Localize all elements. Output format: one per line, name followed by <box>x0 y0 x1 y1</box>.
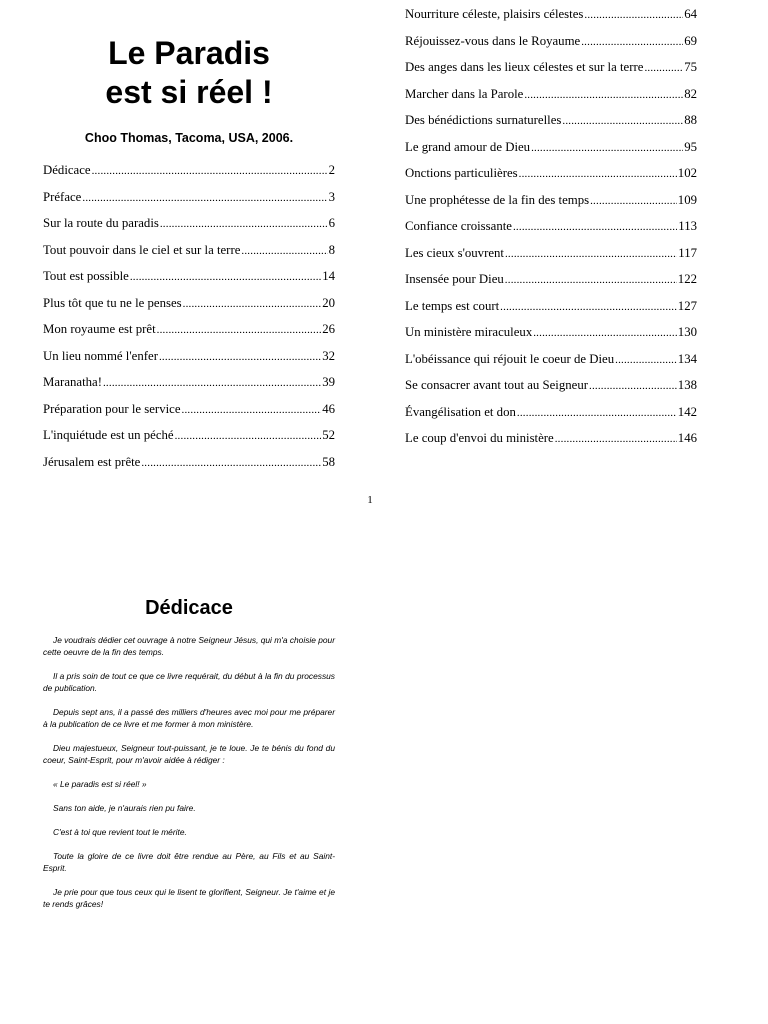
toc-entry[interactable] <box>43 296 335 323</box>
toc-entry-title: Des bénédictions surnaturelles <box>405 113 562 127</box>
toc-entry-title: L'inquiétude est un péché <box>43 428 174 442</box>
toc-leader-dots <box>241 243 327 258</box>
toc-entry[interactable] <box>43 243 335 270</box>
table-of-contents-left <box>43 163 335 481</box>
dedication-paragraph: Dieu majestueux, Seigneur tout-puissant, je te loue. Je te bénis du fond du coeur, Saint-Esprit, pour m'avoir aidée à rédiger : <box>43 743 335 765</box>
toc-entry-page: 39 <box>322 375 335 389</box>
dedication-body <box>43 634 335 922</box>
toc-entry[interactable] <box>43 163 335 190</box>
dedication-paragraph: « Le paradis est si réel! » <box>53 779 147 789</box>
toc-entry-page: 82 <box>684 86 697 101</box>
toc-entry-page: 130 <box>677 325 697 339</box>
toc-entry[interactable] <box>405 299 697 326</box>
toc-entry-title: Un ministère miraculeux <box>405 325 533 339</box>
toc-entry[interactable] <box>405 219 697 246</box>
toc-entry[interactable] <box>43 455 335 482</box>
table-of-contents-right <box>405 7 697 458</box>
book-title-line-1: Le Paradis <box>108 35 270 71</box>
toc-leader-dots <box>555 431 677 446</box>
toc-entry-page: 69 <box>684 33 697 48</box>
toc-entry-title: Sur la route du paradis <box>43 216 159 230</box>
toc-entry-page: 127 <box>677 298 697 313</box>
toc-entry[interactable] <box>43 190 335 217</box>
toc-leader-dots <box>82 190 327 205</box>
toc-entry-title: L'obéissance qui réjouit le coeur de Dieu <box>405 351 615 366</box>
toc-entry-page: 122 <box>677 272 697 286</box>
toc-entry-page: 113 <box>678 219 697 233</box>
toc-entry[interactable] <box>43 402 335 429</box>
toc-leader-dots <box>182 402 322 417</box>
dedication-paragraph: Sans ton aide, je n'aurais rien pu faire. <box>53 803 196 813</box>
toc-entry-title: Insensée pour Dieu <box>405 272 504 286</box>
toc-leader-dots <box>160 216 328 231</box>
toc-entry[interactable] <box>405 246 697 273</box>
toc-entry[interactable] <box>405 352 697 379</box>
toc-entry-title: Évangélisation et don <box>405 404 516 419</box>
toc-leader-dots <box>130 269 321 284</box>
toc-leader-dots <box>524 87 683 102</box>
toc-entry-page: 88 <box>684 113 697 127</box>
toc-entry-title: Un lieu nommé l'enfer <box>43 348 158 363</box>
toc-entry[interactable] <box>405 378 697 405</box>
toc-leader-dots <box>141 455 321 470</box>
toc-entry-page: 20 <box>322 295 335 310</box>
toc-leader-dots <box>581 34 683 49</box>
toc-leader-dots <box>92 163 328 178</box>
toc-leader-dots <box>584 7 683 22</box>
toc-entry-title: Réjouissez-vous dans le Royaume <box>405 33 581 48</box>
toc-entry-page: 134 <box>677 351 697 366</box>
toc-entry-page: 109 <box>677 192 697 207</box>
toc-entry-page: 32 <box>322 348 335 363</box>
dedication-paragraph: C'est à toi que revient tout le mérite. <box>53 827 187 837</box>
toc-leader-dots <box>159 349 321 364</box>
dedication-paragraph: Depuis sept ans, il a passé des milliers d'heures avec moi pour me préparer à la publication de ce livre et me former à mon ministère. <box>43 707 335 729</box>
toc-entry-title: Dédicace <box>43 163 91 177</box>
toc-entry-page: 3 <box>328 189 335 204</box>
toc-entry-page: 117 <box>678 245 697 260</box>
toc-leader-dots <box>513 219 677 234</box>
toc-entry-title: Tout pouvoir dans le ciel et sur la terre <box>43 242 241 257</box>
toc-entry[interactable] <box>43 269 335 296</box>
dedication-heading: Dédicace <box>145 597 233 619</box>
toc-entry-title: Maranatha! <box>43 375 102 389</box>
toc-entry[interactable] <box>405 140 697 167</box>
toc-entry-title: Des anges dans les lieux célestes et sur la terre <box>405 60 644 74</box>
toc-entry-title: Une prophétesse de la fin des temps <box>405 192 590 207</box>
toc-leader-dots <box>500 299 677 314</box>
toc-entry-page: 95 <box>684 139 697 154</box>
toc-entry-title: Préparation pour le service <box>43 401 181 416</box>
toc-entry-page: 46 <box>322 401 335 416</box>
toc-entry[interactable] <box>43 349 335 376</box>
toc-entry-title: Mon royaume est prêt <box>43 322 156 336</box>
toc-entry-title: Onctions particulières <box>405 166 518 180</box>
toc-leader-dots <box>505 246 677 261</box>
toc-leader-dots <box>533 325 677 340</box>
book-title <box>40 34 338 112</box>
toc-leader-dots <box>505 272 677 287</box>
toc-entry-title: Tout est possible <box>43 269 129 283</box>
toc-leader-dots <box>531 140 683 155</box>
dedication-paragraph: Je voudrais dédier cet ouvrage à notre Seigneur Jésus, qui m'a choisie pour cette oeuvre de la fin des temps. <box>43 635 335 657</box>
toc-entry-page: 8 <box>328 242 335 257</box>
toc-entry-title: Marcher dans la Parole <box>405 86 524 101</box>
toc-entry-title: Les cieux s'ouvrent <box>405 245 504 260</box>
toc-entry-page: 2 <box>328 163 335 177</box>
toc-entry[interactable] <box>43 375 335 402</box>
toc-entry[interactable] <box>405 166 697 193</box>
author-line: Choo Thomas, Tacoma, USA, 2006. <box>84 131 294 145</box>
toc-leader-dots <box>590 193 677 208</box>
toc-leader-dots <box>517 405 677 420</box>
toc-entry-title: Confiance croissante <box>405 219 512 233</box>
toc-entry-page: 14 <box>322 269 335 283</box>
toc-leader-dots <box>615 352 677 367</box>
toc-entry-page: 64 <box>684 7 697 21</box>
toc-leader-dots <box>175 428 322 443</box>
toc-entry-page: 102 <box>677 166 697 180</box>
toc-entry-title: Plus tôt que tu ne le penses <box>43 295 182 310</box>
toc-entry-page: 26 <box>322 322 335 336</box>
toc-entry[interactable] <box>405 193 697 220</box>
toc-leader-dots <box>157 322 322 337</box>
toc-entry[interactable] <box>43 428 335 455</box>
toc-entry-title: Le grand amour de Dieu <box>405 139 531 154</box>
toc-entry-page: 142 <box>677 404 697 419</box>
toc-entry-page: 58 <box>322 454 335 469</box>
toc-leader-dots <box>644 60 683 75</box>
dedication-paragraph: Je prie pour que tous ceux qui le lisent te glorifient, Seigneur. Je t'aime et je te rends grâces! <box>43 887 335 909</box>
toc-entry[interactable] <box>405 272 697 299</box>
dedication-paragraph: Il a pris soin de tout ce que ce livre requérait, du début à la fin du processus de publication. <box>43 671 335 693</box>
toc-entry[interactable] <box>405 60 697 87</box>
page-number: 1 <box>367 494 373 506</box>
toc-entry-title: Jérusalem est prête <box>43 454 141 469</box>
toc-entry-title: Nourriture céleste, plaisirs célestes <box>405 7 584 21</box>
toc-entry-page: 75 <box>684 60 697 74</box>
toc-entry[interactable] <box>405 405 697 432</box>
toc-entry[interactable] <box>43 322 335 349</box>
toc-entry-title: Le coup d'envoi du ministère <box>405 431 554 445</box>
toc-entry-title: Se consacrer avant tout au Seigneur <box>405 378 588 392</box>
toc-entry[interactable] <box>405 325 697 352</box>
toc-leader-dots <box>562 113 683 128</box>
toc-entry[interactable] <box>405 113 697 140</box>
toc-entry-page: 6 <box>328 216 335 230</box>
book-title-line-2: est si réel ! <box>105 74 273 110</box>
toc-entry[interactable] <box>405 87 697 114</box>
toc-leader-dots <box>183 296 322 311</box>
toc-entry[interactable] <box>405 7 697 34</box>
toc-entry-title: Le temps est court <box>405 298 500 313</box>
toc-leader-dots <box>589 378 677 393</box>
toc-entry[interactable] <box>405 431 697 458</box>
dedication-paragraph: Toute la gloire de ce livre doit être rendue au Père, au Fils et au Saint-Esprit. <box>43 851 335 873</box>
toc-leader-dots <box>103 375 321 390</box>
toc-entry-page: 52 <box>322 428 335 442</box>
toc-leader-dots <box>519 166 677 181</box>
toc-entry-page: 146 <box>677 431 697 445</box>
title-block <box>40 34 338 145</box>
toc-entry[interactable] <box>405 34 697 61</box>
toc-entry[interactable] <box>43 216 335 243</box>
toc-entry-page: 138 <box>677 378 697 392</box>
toc-entry-title: Préface <box>43 189 82 204</box>
